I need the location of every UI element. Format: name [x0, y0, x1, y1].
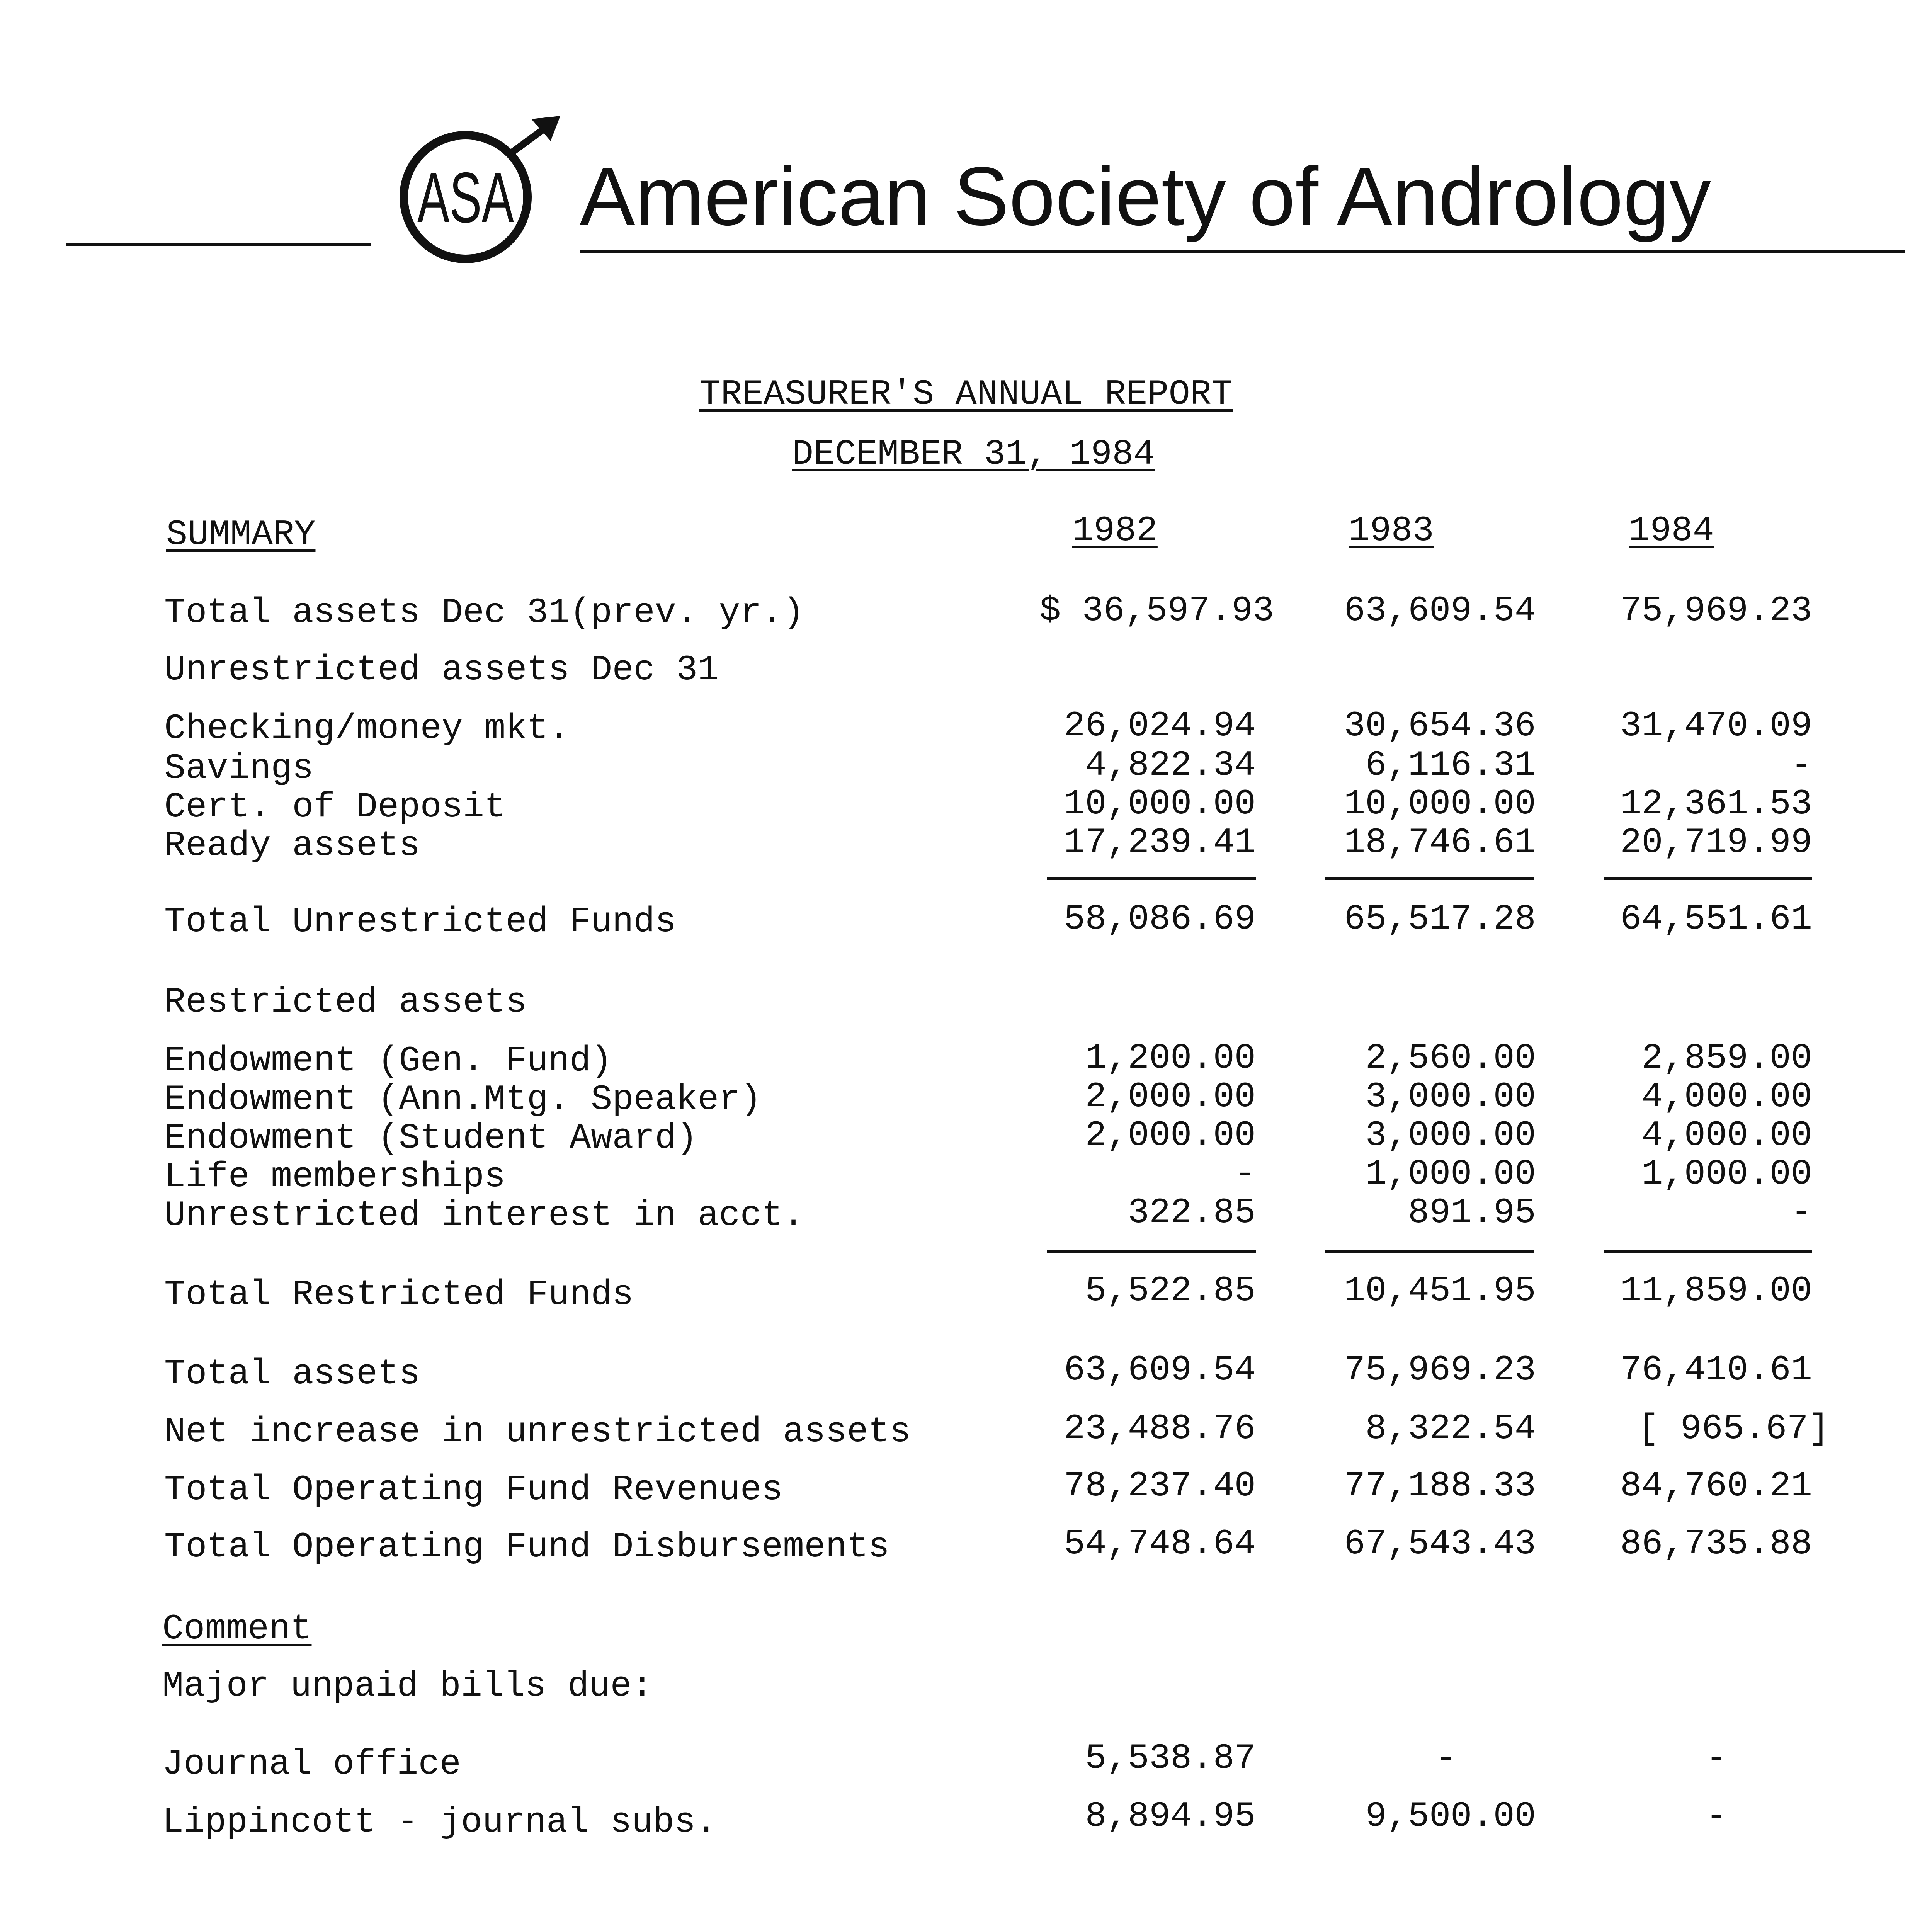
letterhead-rule-left: [66, 243, 371, 246]
org-name: American Society of Andrology: [580, 150, 1711, 243]
row-label: Journal office: [162, 1744, 461, 1784]
report-title: TREASURER'S ANNUAL REPORT: [699, 374, 1233, 415]
report-date: DECEMBER 31, 1984: [792, 434, 1155, 474]
value-1983: 9,500.00: [1365, 1796, 1536, 1837]
year-1982: 1982: [1072, 510, 1158, 551]
value-1982: 4,822.34: [1085, 745, 1256, 786]
value-1982: $ 36,597.93: [1039, 590, 1274, 631]
value-1982: 58,086.69: [1064, 899, 1256, 939]
subtotal-rule-1983: [1325, 877, 1534, 880]
row-label: Total Operating Fund Disbursements: [164, 1527, 890, 1567]
value-1982: 8,894.95: [1085, 1796, 1256, 1837]
value-1982: -: [1234, 1154, 1256, 1194]
value-1983: 3,000.00: [1365, 1077, 1536, 1117]
value-1984: 4,000.00: [1641, 1115, 1812, 1156]
value-1983: 65,517.28: [1344, 899, 1536, 939]
subtotal-rule-1984: [1604, 1250, 1812, 1253]
value-1983: 891.95: [1408, 1192, 1536, 1233]
value-1982: 63,609.54: [1064, 1350, 1256, 1390]
letterhead-rule-right: [580, 250, 1905, 253]
row-label: Restricted assets: [164, 982, 527, 1022]
value-1983: 10,451.95: [1344, 1270, 1536, 1311]
row-label: Cert. of Deposit: [164, 787, 506, 827]
value-1982: 2,000.00: [1085, 1115, 1256, 1156]
value-1984: 76,410.61: [1620, 1350, 1812, 1390]
row-label: Checking/money mkt.: [164, 708, 570, 749]
value-1984: 4,000.00: [1641, 1077, 1812, 1117]
year-1984: 1984: [1629, 510, 1714, 551]
letterhead: [0, 0, 1932, 270]
value-1982: 5,538.87: [1085, 1738, 1256, 1779]
row-label: Unrestricted assets Dec 31: [164, 650, 719, 690]
value-1984: 11,859.00: [1620, 1270, 1812, 1311]
value-1984: -: [1791, 745, 1812, 786]
value-1983: 2,560.00: [1365, 1038, 1536, 1078]
value-1982: 54,748.64: [1064, 1524, 1256, 1564]
subtotal-rule-1983: [1325, 1250, 1534, 1253]
value-1982: 2,000.00: [1085, 1077, 1256, 1117]
row-label: Endowment (Gen. Fund): [164, 1041, 612, 1081]
value-1984: 75,969.23: [1620, 590, 1812, 631]
row-label: Ready assets: [164, 825, 420, 866]
subtotal-rule-1984: [1604, 877, 1812, 880]
value-1984: 84,760.21: [1620, 1466, 1812, 1506]
comment-heading: Comment: [162, 1609, 312, 1649]
row-label: Unrestricted interest in acct.: [164, 1195, 804, 1236]
value-1984: -: [1791, 1192, 1812, 1233]
row-label: Life memberships: [164, 1156, 506, 1197]
value-1982: 322.85: [1128, 1192, 1256, 1233]
value-1982: 26,024.94: [1064, 706, 1256, 746]
value-1983: 75,969.23: [1344, 1350, 1536, 1390]
value-1984: [ 965.67]: [1638, 1408, 1830, 1449]
asa-logo-icon: [398, 104, 580, 270]
value-1984: -: [1706, 1796, 1727, 1837]
row-label: Endowment (Student Award): [164, 1118, 698, 1158]
asa-logo-text: ASA: [417, 158, 514, 238]
value-1982: 10,000.00: [1064, 784, 1256, 824]
row-label: Total Operating Fund Revenues: [164, 1469, 783, 1510]
value-1984: 1,000.00: [1641, 1154, 1812, 1194]
value-1984: 64,551.61: [1620, 899, 1812, 939]
value-1983: 67,543.43: [1344, 1524, 1536, 1564]
value-1982: 1,200.00: [1085, 1038, 1256, 1078]
value-1983: 1,000.00: [1365, 1154, 1536, 1194]
row-label: Total Restricted Funds: [164, 1274, 634, 1315]
value-1983: 77,188.33: [1344, 1466, 1536, 1506]
value-1984: 12,361.53: [1620, 784, 1812, 824]
value-1984: -: [1706, 1738, 1727, 1779]
row-label: Endowment (Ann.Mtg. Speaker): [164, 1079, 762, 1120]
value-1983: 3,000.00: [1365, 1115, 1536, 1156]
value-1982: 5,522.85: [1085, 1270, 1256, 1311]
value-1984: 2,859.00: [1641, 1038, 1812, 1078]
row-label: Savings: [164, 748, 314, 789]
summary-heading: SUMMARY: [166, 514, 316, 555]
value-1984: 20,719.99: [1620, 822, 1812, 863]
subtotal-rule-1982: [1047, 877, 1256, 880]
row-label: Total assets: [164, 1354, 420, 1394]
value-1983: 6,116.31: [1365, 745, 1536, 786]
value-1983: 10,000.00: [1344, 784, 1536, 824]
value-1984: 86,735.88: [1620, 1524, 1812, 1564]
comment-intro: Major unpaid bills due:: [162, 1666, 653, 1706]
row-label: Net increase in unrestricted assets: [164, 1412, 911, 1452]
year-1983: 1983: [1349, 510, 1434, 551]
value-1982: 17,239.41: [1064, 822, 1256, 863]
value-1983: 63,609.54: [1344, 590, 1536, 631]
subtotal-rule-1982: [1047, 1250, 1256, 1253]
value-1983: 8,322.54: [1365, 1408, 1536, 1449]
value-1982: 23,488.76: [1064, 1408, 1256, 1449]
value-1983: -: [1435, 1738, 1457, 1779]
value-1984: 31,470.09: [1620, 706, 1812, 746]
value-1982: 78,237.40: [1064, 1466, 1256, 1506]
row-label: Total Unrestricted Funds: [164, 901, 677, 942]
row-label: Lippincott - journal subs.: [162, 1802, 717, 1842]
value-1983: 30,654.36: [1344, 706, 1536, 746]
value-1983: 18,746.61: [1344, 822, 1536, 863]
row-label: Total assets Dec 31(prev. yr.): [164, 592, 804, 633]
